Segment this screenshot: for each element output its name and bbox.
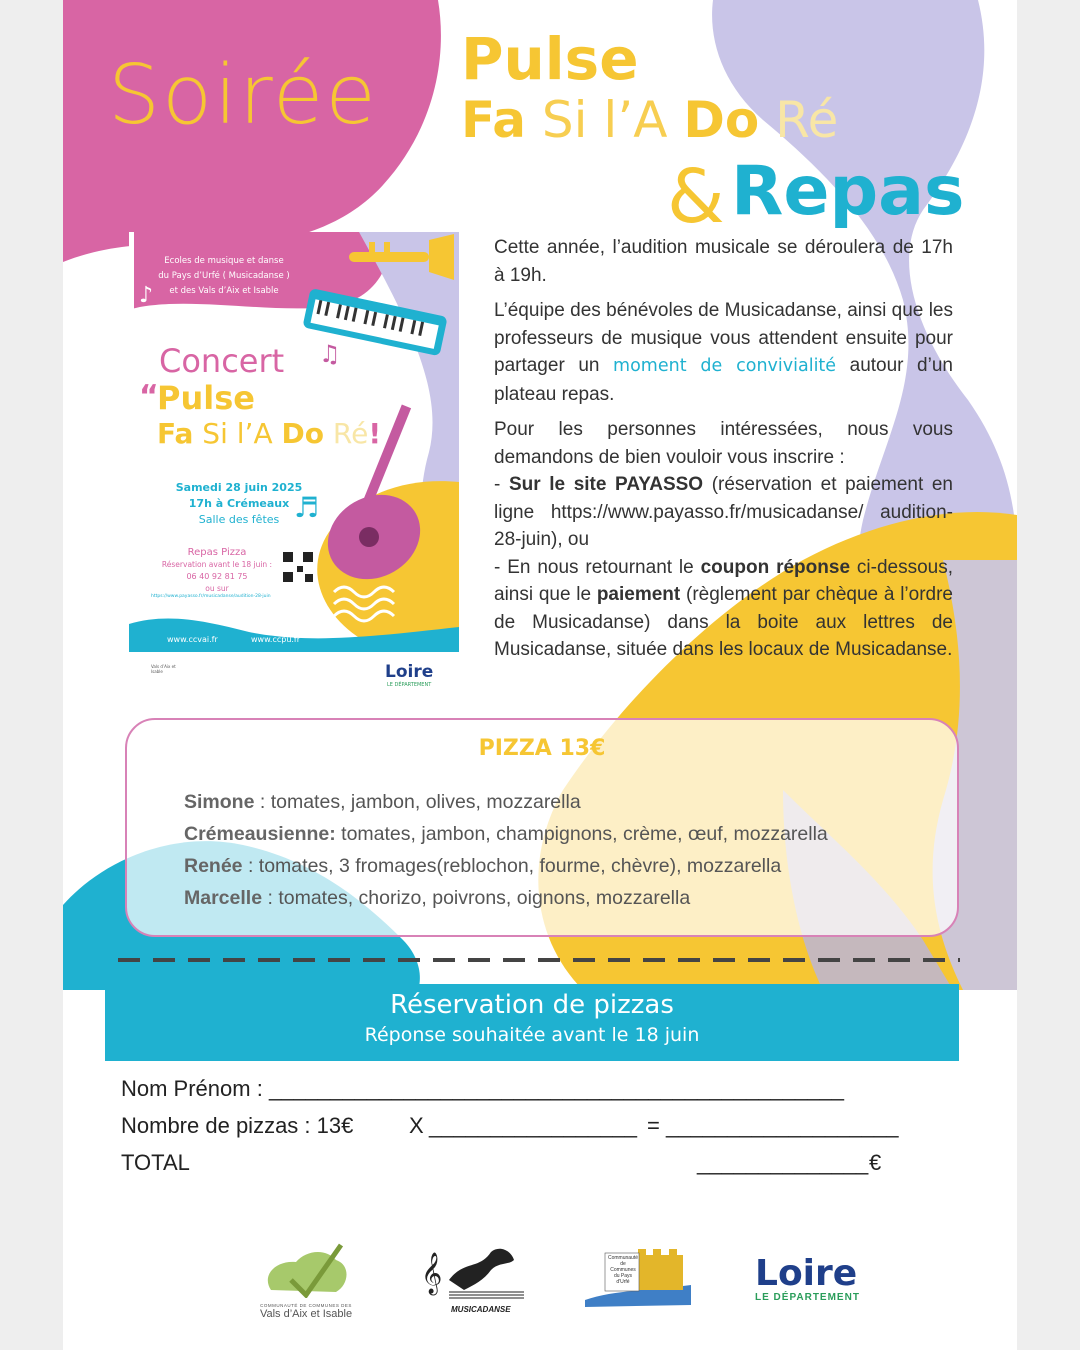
logo-loire <box>755 1253 860 1303</box>
registration-option2-prefix: - En nous retournant le <box>494 556 701 578</box>
registration-option2-text: (règlement par chèque à l’ordre de Musicadanse) dans la boite aux lettres de Musicadanse, située dans les locaux de Musicadanse. <box>494 584 953 660</box>
total-label: TOTAL <box>121 1150 190 1175</box>
poster-logo-vals: Vals d’Aix et Isable <box>151 664 176 674</box>
equals-sign: = <box>647 1113 660 1138</box>
paragraph-team-start: L’équipe des bénévoles de Musicadanse, ainsi que les professeurs de musique vous attendent ensuite pour partager un <box>494 300 953 376</box>
vals-logo-line1: COMMUNAUTÉ DE COMMUNES DES <box>260 1303 352 1308</box>
musicadanse-logo-text: MUSICADANSE <box>451 1305 511 1314</box>
registration-option2-mid: ci-dessous, ainsi que le <box>494 556 953 605</box>
music-note-icon: ♫ <box>319 340 341 368</box>
registration-option1-text: (réservation et paiement en ligne https://www.payasso.fr/musicadanse/ audition-28-juin), ou <box>494 474 954 550</box>
title-si: Si <box>541 91 588 149</box>
registration-option2-bold: coupon réponse <box>700 556 851 578</box>
total-field[interactable]: ______________ <box>697 1150 869 1175</box>
pizza-separator: : <box>242 855 259 877</box>
cut-line <box>118 955 960 965</box>
vals-logo-line2: Vals d’Aix et Isable <box>259 1308 353 1320</box>
paragraph-registration <box>494 416 953 664</box>
loire-logo-sub: LE DÉPARTEMENT <box>755 1292 860 1303</box>
poster-url: https://www.payasso.fr/musicadanse/audition-28-juin <box>151 594 271 599</box>
concert-poster <box>129 232 459 694</box>
pizza-name: Crémeausienne: <box>184 823 336 845</box>
pizza-ingredients: tomates, jambon, olives, mozzarella <box>270 791 581 813</box>
pizza-name: Marcelle <box>184 887 263 909</box>
poster-fa-si-la-do-re <box>157 417 382 450</box>
pizza-separator: : <box>262 887 279 909</box>
pizza-item <box>184 882 828 914</box>
title-do: Do <box>683 91 760 149</box>
registration-option2-bold2: paiement <box>596 584 681 605</box>
euro-sign: € <box>869 1150 882 1175</box>
title-fa: Fa <box>461 91 526 149</box>
registration-option1-bold: Sur le site PAYASSO <box>508 474 704 495</box>
poster-pulse: Pulse <box>157 379 255 417</box>
poster-date: Samedi 28 juin 2025 <box>175 481 303 494</box>
poster-concert: Concert <box>159 342 285 380</box>
pizza-ingredients: tomates, jambon, champignons, crème, œuf, mozzarella <box>341 823 828 845</box>
pizza-name: Simone <box>184 791 255 813</box>
poster-la: l’A <box>236 417 273 450</box>
count-label: Nombre de pizzas : 13€ <box>121 1113 354 1138</box>
paragraph-team-end: autour d’un plateau repas. <box>494 355 953 405</box>
multiply-sign: X <box>409 1113 424 1138</box>
poster-header-line2: du Pays d’Urfé ( Musicadanse ) <box>158 271 290 281</box>
pizza-separator: : <box>254 791 271 813</box>
form-count-row <box>121 1113 353 1139</box>
qr-code-icon <box>281 550 315 584</box>
pizza-list <box>184 786 828 914</box>
pizza-menu <box>125 718 959 937</box>
highlight-conviviality: moment de convivialité <box>613 356 837 376</box>
reservation-title: Réservation de pizzas <box>390 990 674 1020</box>
pizza-menu-title: PIZZA 13€ <box>478 736 606 761</box>
poster-time-place: 17h à Crémeaux <box>188 497 290 510</box>
poster-header-line1: Ecoles de musique et danse <box>164 256 284 266</box>
poster-bang: ! <box>368 417 382 450</box>
music-note-icon: ♪ <box>139 283 154 308</box>
pizza-item <box>184 818 828 850</box>
pizza-name: Renée <box>184 855 243 877</box>
count-field[interactable]: _________________ <box>429 1113 638 1138</box>
logo-vals-aix-isable <box>251 1240 361 1320</box>
name-label: Nom Prénom : <box>121 1076 269 1101</box>
poster-web2: www.ccpu.fr <box>251 635 301 644</box>
title-ampersand: & <box>667 154 725 240</box>
poster-re: Ré <box>332 417 369 450</box>
poster-do: Do <box>281 417 324 450</box>
music-note-icon: ♬ <box>294 491 320 524</box>
logo-musicadanse <box>419 1240 529 1320</box>
poster-repas: Repas Pizza <box>187 547 247 558</box>
poster-reserve: Réservation avant le 18 juin : <box>161 560 273 569</box>
paragraph-schedule: Cette année, l’audition musicale se déroulera de 17h à 19h. <box>494 237 953 286</box>
poster-fa: Fa <box>157 417 194 450</box>
registration-option1-prefix: - <box>494 474 509 495</box>
poster-header-line3: et des Vals d’Aix et Isable <box>169 286 279 296</box>
loire-logo-text: Loire <box>755 1253 858 1294</box>
poster-venue: Salle des fêtes <box>198 513 280 526</box>
result-field[interactable]: ___________________ <box>666 1113 899 1138</box>
reservation-banner <box>105 984 959 1061</box>
poster-phone: 06 40 92 81 75 <box>186 572 248 581</box>
title-repas: Repas <box>731 152 965 231</box>
title-fa-si-la-do-re <box>461 91 839 149</box>
poster-logo-loire-sub: LE DÉPARTEMENT <box>387 682 432 688</box>
pizza-item <box>184 850 828 882</box>
pizza-item <box>184 786 828 818</box>
title-pulse: Pulse <box>461 25 639 93</box>
poster-si: Si <box>202 417 228 450</box>
vals-logo-icon <box>251 1240 361 1298</box>
logo-ccpu <box>583 1245 693 1315</box>
poster-logo-loire: Loire <box>385 662 434 682</box>
musicadanse-logo-icon <box>419 1240 529 1300</box>
reservation-subtitle: Réponse souhaitée avant le 18 juin <box>364 1024 700 1046</box>
flyer-page <box>63 0 1017 1350</box>
title-soiree: Soirée <box>108 48 378 143</box>
svg-text:𝄞: 𝄞 <box>421 1253 443 1294</box>
paragraph-team <box>494 297 953 408</box>
poster-ou-sur: ou sur <box>205 584 229 593</box>
title-la: l’A <box>603 91 668 149</box>
name-field[interactable]: _______________________________________________ <box>268 1076 844 1101</box>
form-name-row <box>121 1076 844 1102</box>
pizza-ingredients: tomates, chorizo, poivrons, oignons, mozzarella <box>278 887 691 909</box>
poster-artwork <box>129 232 459 694</box>
title-re: Ré <box>775 91 839 149</box>
poster-web1: www.ccvai.fr <box>167 635 218 644</box>
pizza-ingredients: tomates, 3 fromages(reblochon, fourme, chèvre), mozzarella <box>258 855 782 877</box>
poster-quote: “ <box>139 379 159 414</box>
ccpu-logo-text: Communauté de Communes du Pays d'Urfé <box>607 1255 638 1285</box>
event-description <box>494 234 953 664</box>
registration-intro: Pour les personnes intéressées, nous vous demandons de bien vouloir vous inscrire : <box>494 419 953 468</box>
